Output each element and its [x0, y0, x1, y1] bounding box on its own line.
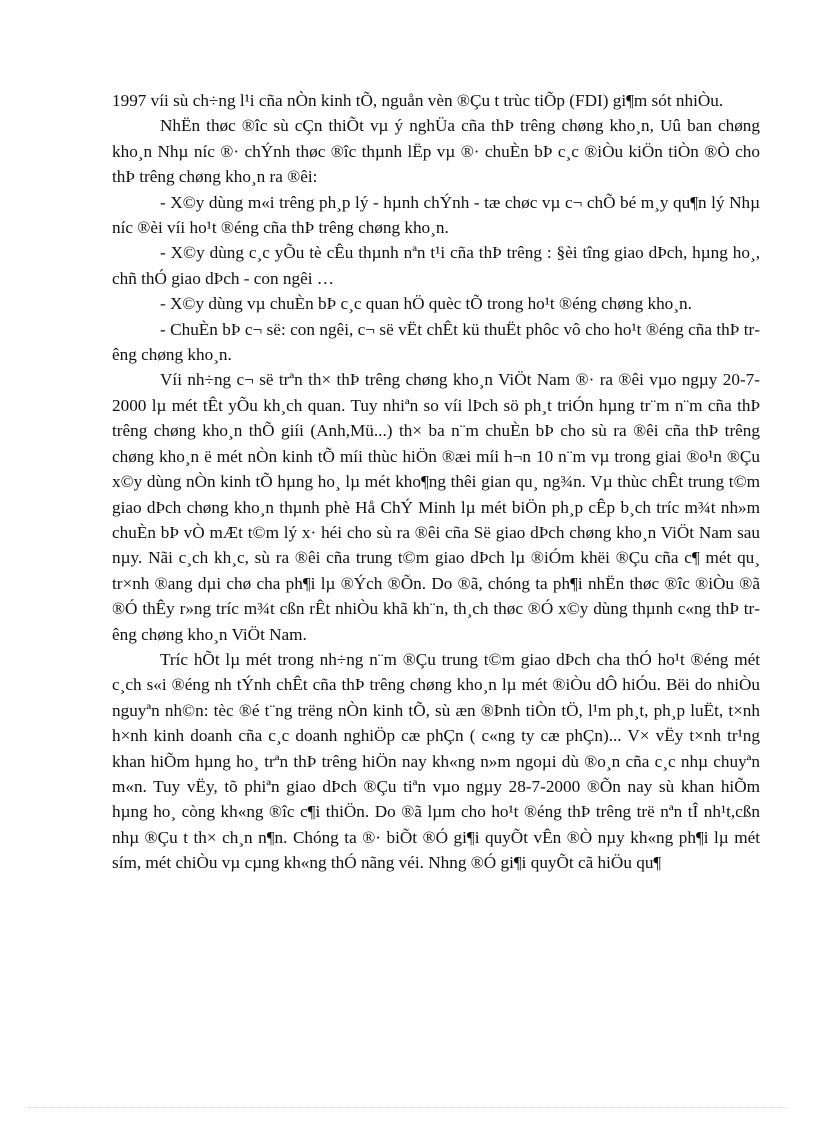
- document-body: [112, 88, 760, 876]
- paragraph-4: Tríc hÕt lµ mét trong nh÷ng n¨m ®Çu trung t©m giao dÞch cha thÓ ho¹t ®éng mét c¸ch s«i ®éng nh tÝnh chÊt cña thÞ trêng chøng kho¸n lµ mét ®iÒu dÔ hiÓu. Bëi do nhiÒu nguyªn nh©n: tèc ®é t¨ng trëng nÒn kinh tÕ, sù æn ®Þnh tiÒn tÖ, l¹m ph¸t, ph¸p luËt, t×nh h×nh kinh doanh cña c¸c doanh nghiÖp cæ phÇn ( c«ng ty cæ phÇn)... V× vËy t×nh tr¹ng khan hiÕm hµng ho¸ trªn thÞ trêng hiÖn nay kh«ng n»m ngoµi dù ®o¸n cña c¸c nhµ chuyªn m«n. Tuy vËy, tõ phiªn giao dÞch ®Çu tiªn vµo ngµy 28-7-2000 ®Õn nay sù khan hiÕm hµng ho¸ còng kh«ng ®îc c¶i thiÖn. Do ®ã lµm cho ho¹t ®éng thÞ trêng trë nªn tÎ nh¹t,cßn nhµ ®Çu t th× ch¸n n¶n. Chóng ta ®· biÕt ®Ó gi¶i quyÕt vÊn ®Ò nµy kh«ng ph¶i lµ mét sím, mét chiÒu vµ cµng kh«ng thÓ nãng véi. Nhng ®Ó gi¶i quyÕt cã hiÖu qu¶: [112, 649, 760, 873]
- list-item-4: - ChuÈn bÞ c¬ së: con ngêi, c¬ së vËt chÊt kü thuËt phôc vô cho ho¹t ®éng cña thÞ trêng chøng kho¸n.: [112, 319, 760, 365]
- list-item-1: - X©y dùng m«i trêng ph¸p lý - hµnh chÝnh - tæ chøc vµ c¬ chÕ bé m¸y qu¶n lý Nhµ níc ®èi víi ho¹t ®éng cña thÞ trêng chøng kho¸n.: [112, 192, 760, 238]
- paragraph-3: Víi nh÷ng c¬ së trªn th× thÞ trêng chøng kho¸n ViÖt Nam ®· ra ®êi vµo ngµy 20-7-2000 lµ mét tÊt yÕu kh¸ch quan. Tuy nhiªn so víi lÞch sö ph¸t triÓn hµng tr¨m n¨m cña thÞ trêng chøng kho¸n thÕ giíi (Anh,Mü...) th× ba n¨m chuÈn bÞ cho sù ra ®êi cña thÞ trêng chøng kho¸n ë mét nÒn kinh tÕ míi thùc hiÖn ®æi míi h¬n 10 n¨m vµ trong giai ®o¹n ®Çu x©y dùng nÒn kinh tÕ hµng ho¸ lµ mét kho¶ng thêi gian qu¸ ng¾n. Vµ thùc chÊt trung t©m giao dÞch chøng kho¸n thµnh phè Hå ChÝ Minh lµ mét biÖn ph¸p cÊp b¸ch tríc m¾t nh»m chuÈn bÞ vÒ mÆt t©m lý x· héi cho sù ra ®êi cña Së giao dÞch chøng kho¸n ViÖt Nam sau nµy. Nãi c¸ch kh¸c, sù ra ®êi cña trung t©m giao dÞch lµ ®iÓm khëi ®Çu cña c¶ mét qu¸ tr×nh ®ang dµi chø cha ph¶i lµ ®Ých ®Õn. Do ®ã, chóng ta ph¶i nhËn thøc ®îc ®iÒu ®ã ®Ó thÊy r»ng tríc m¾t cßn rÊt nhiÒu khã kh¨n, th¸ch thøc ®Ó x©y dùng thµnh c«ng thÞ trêng chøng kho¸n ViÖt Nam.: [112, 370, 760, 644]
- paragraph-2: NhËn thøc ®îc sù cÇn thiÕt vµ ý nghÜa cña thÞ trêng chøng kho¸n, Uû ban chøng kho¸n Nhµ níc ®· chÝnh thøc ®îc thµnh lËp vµ ®· chuÈn bÞ c¸c ®iÒu kiÖn tiÒn ®Ò cho thÞ trêng chøng kho¸n ra ®êi:: [112, 116, 760, 187]
- list-item-2: - X©y dùng c¸c yÕu tè cÊu thµnh nªn t¹i cña thÞ trêng : §èi tîng giao dÞch, hµng ho¸, chñ thÓ giao dÞch - con ngêi …: [112, 243, 760, 288]
- list-item-3: - X©y dùng vµ chuÈn bÞ c¸c quan hÖ quèc tÕ trong ho¹t ®éng chøng kho¸n.: [160, 294, 692, 314]
- paragraph-1: 1997 víi sù ch÷ng l¹i cña nÒn kinh tÕ, nguån vèn ®Çu t trùc tiÕp (FDI) gi¶m sót nhiÒu.: [112, 91, 724, 110]
- page-bottom-divider: [28, 1107, 788, 1108]
